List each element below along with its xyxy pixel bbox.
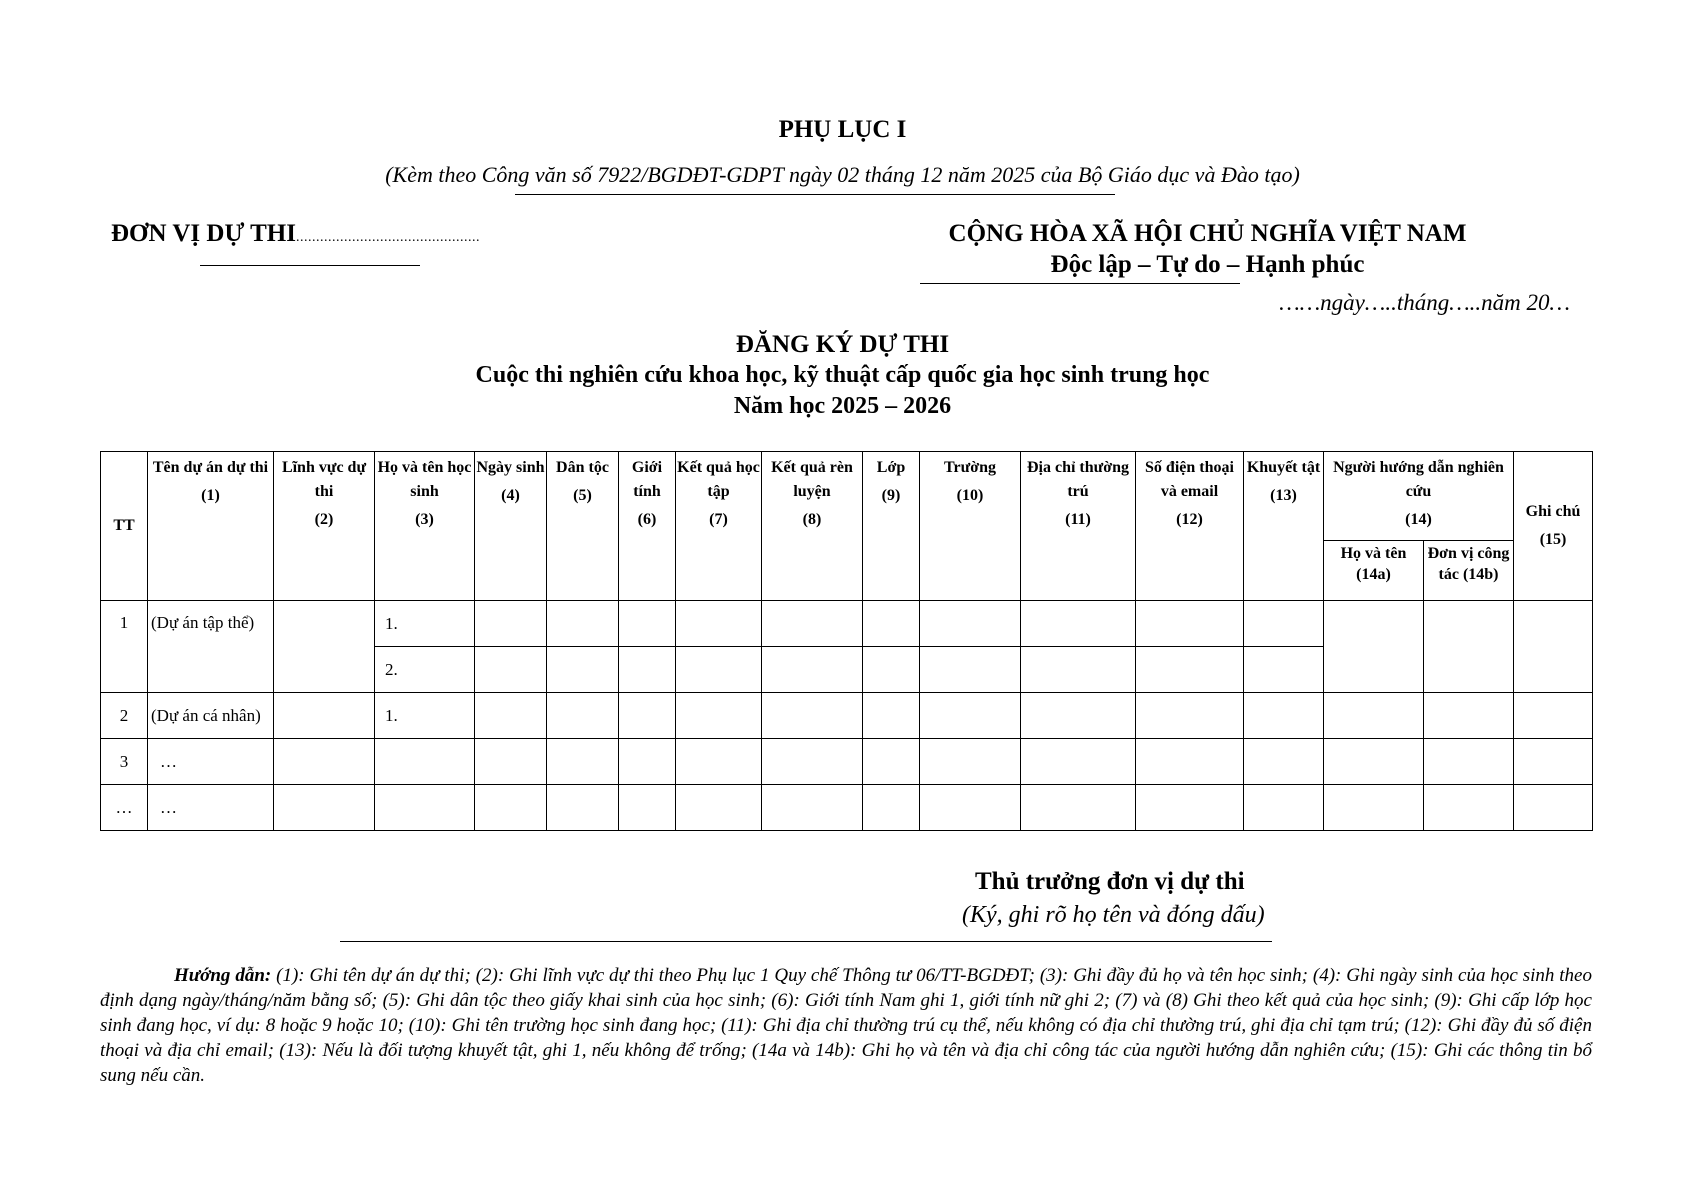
row-study-cell [676,785,762,831]
row-training-cell [762,785,863,831]
row-field-cell [274,601,375,693]
col-project-header [148,452,274,601]
study-result-header-label: Kết quả học tập [677,459,760,500]
instructions-text: (1): Ghi tên dự án dự thi; (2): Ghi lĩnh vực dự thi theo Phụ lục 1 Quy chế Thông tư 06/TT-BGDĐT; (3): Ghi đầy đủ họ và tên học sinh; (4): Ghi ngày sinh của học sinh theo định dạng ngày/tháng/năm bằng số; (5): Ghi dân tộc theo giấy khai sinh của học sinh; (6): Giới tính Nam ghi 1, giới tính nữ ghi 2; (7) và (8) Ghi theo kết quả của học sinh; (9): Ghi cấp lớp học sinh đang học, ví dụ: 8 hoặc 9 hoặc 10; (10): Ghi tên trường học sinh đang học; (11): Ghi địa chỉ thường trú cụ thể, nếu không có địa chỉ thường trú, ghi địa chỉ tạm trú; (12): Ghi đầy đủ số điện thoại và địa chỉ email; (13): Nếu là đối tượng khuyết tật, ghi 1, nếu không để trống; (14a và 14b): Ghi họ và tên và địa chỉ công tác của người hướng dẫn nghiên cứu; (15): Ghi các thông tin bổ sung nếu cần. [100,965,1592,1086]
ethnicity-header-label: Dân tộc [556,459,609,476]
row-tt: 1 [101,601,148,693]
training-result-header-num: (8) [802,511,822,528]
table-row [101,693,1593,739]
row-contact-cell [1136,739,1244,785]
birth-header-num: (4) [501,487,520,504]
col-study-result-header [676,452,762,601]
row-student-cell [375,785,475,831]
appendix-title: PHỤ LỤC I [778,116,907,143]
contact-header-num: (12) [1176,511,1203,528]
contest-name: Cuộc thi nghiên cứu khoa học, kỹ thuật cấp quốc gia học sinh trung học [475,362,1210,388]
row-student: 2. [375,647,475,693]
row-contact-cell [1136,601,1244,647]
row-ethnicity-cell [547,601,619,647]
row-address-cell [1021,693,1136,739]
row-disability-cell [1244,647,1324,693]
row-tt: … [101,785,148,831]
school-header-num: (10) [956,487,984,504]
row-study-cell [676,739,762,785]
contact-header-label: Số điện thoại và email [1145,459,1234,500]
row-ethnicity-cell [547,739,619,785]
row-project: … [148,785,274,831]
row-study-cell [676,693,762,739]
row-mentor-unit-cell [1424,693,1514,739]
class-header-label: Lớp [876,459,906,476]
note-header-num: (15) [1539,531,1567,548]
row-note-cell [1514,785,1593,831]
project-header-num: (1) [201,487,220,504]
row-contact-cell [1136,647,1244,693]
row-study-cell [676,601,762,647]
row-gender-cell [619,785,676,831]
ethnicity-header-num: (5) [573,487,592,504]
col-ethnicity-header [547,452,619,601]
student-header-label: Họ và tên học sinh [377,459,472,500]
row-study-cell [676,647,762,693]
row-birth-cell [475,601,547,647]
field-header-num: (2) [314,511,334,528]
col-mentor-name-header: Họ và tên (14a) [1324,541,1424,601]
col-note-header [1514,452,1593,601]
address-header-label: Địa chỉ thường trú [1026,459,1130,500]
row-class-cell [863,647,920,693]
row-disability-cell [1244,739,1324,785]
row-disability-cell [1244,601,1324,647]
row-training-cell [762,693,863,739]
row-birth-cell [475,785,547,831]
row-ethnicity-cell [547,693,619,739]
student-header-num: (3) [415,511,434,528]
row-student: 1. [375,601,475,647]
table-row [101,601,1593,647]
field-header-label: Lĩnh vực dự thi [281,459,367,500]
training-result-header-label: Kết quả rèn luyện [771,459,853,500]
registration-table [100,451,1593,831]
row-school-cell [920,693,1021,739]
col-school-header [920,452,1021,601]
row-class-cell [863,693,920,739]
motto: Độc lập – Tự do – Hạnh phúc [1050,251,1365,278]
table-row [101,785,1593,831]
row-ethnicity-cell [547,647,619,693]
signer-note: (Ký, ghi rõ họ tên và đóng dấu) [962,902,1265,928]
row-disability-cell [1244,693,1324,739]
row-class-cell [863,785,920,831]
row-project: … [148,739,274,785]
gender-header-label: Giới tính [631,459,663,500]
signer-title: Thủ trưởng đơn vị dự thi [975,868,1245,895]
col-mentor-unit-header: Đơn vị công tác (14b) [1424,541,1514,601]
table-row [101,739,1593,785]
header-row [101,452,1593,541]
col-tt-header: TT [101,452,148,601]
col-gender-header [619,452,676,601]
col-training-result-header [762,452,863,601]
note-header-label: Ghi chú [1525,503,1581,520]
row-birth-cell [475,693,547,739]
row-mentor-name-cell [1324,785,1424,831]
row-project: (Dự án cá nhân) [148,693,274,739]
row-birth-cell [475,739,547,785]
row-class-cell [863,601,920,647]
instructions-lead: Hướng dẫn: [174,965,272,986]
row-mentor-name-cell [1324,601,1424,693]
row-gender-cell [619,693,676,739]
instructions [100,963,1592,1088]
row-gender-cell [619,739,676,785]
row-training-cell [762,647,863,693]
row-field-cell [274,693,375,739]
row-mentor-name-cell [1324,739,1424,785]
row-project: (Dự án tập thể) [148,601,274,693]
mentor-header-label: Người hướng dẫn nghiên cứu [1333,459,1504,500]
motto-underline [920,283,1240,284]
date-line: ……ngày…..tháng…..năm 20… [1279,290,1570,315]
row-ethnicity-cell [547,785,619,831]
col-class-header [863,452,920,601]
gender-header-num: (6) [637,511,657,528]
birth-header-label: Ngày sinh [476,459,545,476]
col-birth-header [475,452,547,601]
school-header-label: Trường [944,459,996,476]
disability-header-label: Khuyết tật [1246,459,1321,476]
row-tt: 3 [101,739,148,785]
appendix-subtitle: (Kèm theo Công văn số 7922/BGDĐT-GDPT ngày 02 tháng 12 năm 2025 của Bộ Giáo dục và Đào tạo) [385,162,1300,187]
row-address-cell [1021,785,1136,831]
row-training-cell [762,601,863,647]
subtitle-underline [515,194,1115,195]
school-year: Năm học 2025 – 2026 [733,393,952,419]
row-school-cell [920,647,1021,693]
row-tt: 2 [101,693,148,739]
row-note-cell [1514,739,1593,785]
row-student: 1. [375,693,475,739]
row-note-cell [1514,693,1593,739]
row-student-cell [375,739,475,785]
project-header-label: Tên dự án dự thi [152,459,269,476]
col-field-header [274,452,375,601]
row-gender-cell [619,601,676,647]
col-address-header [1021,452,1136,601]
row-school-cell [920,739,1021,785]
row-contact-cell [1136,785,1244,831]
class-header-num: (9) [881,487,901,504]
row-note-cell [1514,601,1593,693]
row-mentor-unit-cell [1424,601,1514,693]
row-mentor-name-cell [1324,693,1424,739]
row-birth-cell [475,647,547,693]
row-class-cell [863,739,920,785]
mentor-header-num: (14) [1405,511,1432,528]
row-mentor-unit-cell [1424,739,1514,785]
col-disability-header [1244,452,1324,601]
national-title: CỘNG HÒA XÃ HỘI CHỦ NGHĨA VIỆT NAM [948,220,1467,247]
separator-line [340,941,1272,942]
col-student-header [375,452,475,601]
unit-dots: .............................................. [296,230,480,245]
row-gender-cell [619,647,676,693]
registration-title: ĐĂNG KÝ DỰ THI [735,331,950,358]
row-school-cell [920,601,1021,647]
unit-underline [200,265,420,266]
row-training-cell [762,739,863,785]
row-school-cell [920,785,1021,831]
row-field-cell [274,739,375,785]
row-contact-cell [1136,693,1244,739]
row-field-cell [274,785,375,831]
col-mentor-header [1324,452,1514,541]
row-address-cell [1021,601,1136,647]
participating-unit-label [111,220,480,248]
row-address-cell [1021,739,1136,785]
row-address-cell [1021,647,1136,693]
row-mentor-unit-cell [1424,785,1514,831]
study-result-header-num: (7) [709,511,728,528]
unit-label-text: ĐƠN VỊ DỰ THI [111,220,296,247]
disability-header-num: (13) [1270,487,1297,504]
row-disability-cell [1244,785,1324,831]
address-header-num: (11) [1065,511,1091,528]
col-contact-header [1136,452,1244,601]
